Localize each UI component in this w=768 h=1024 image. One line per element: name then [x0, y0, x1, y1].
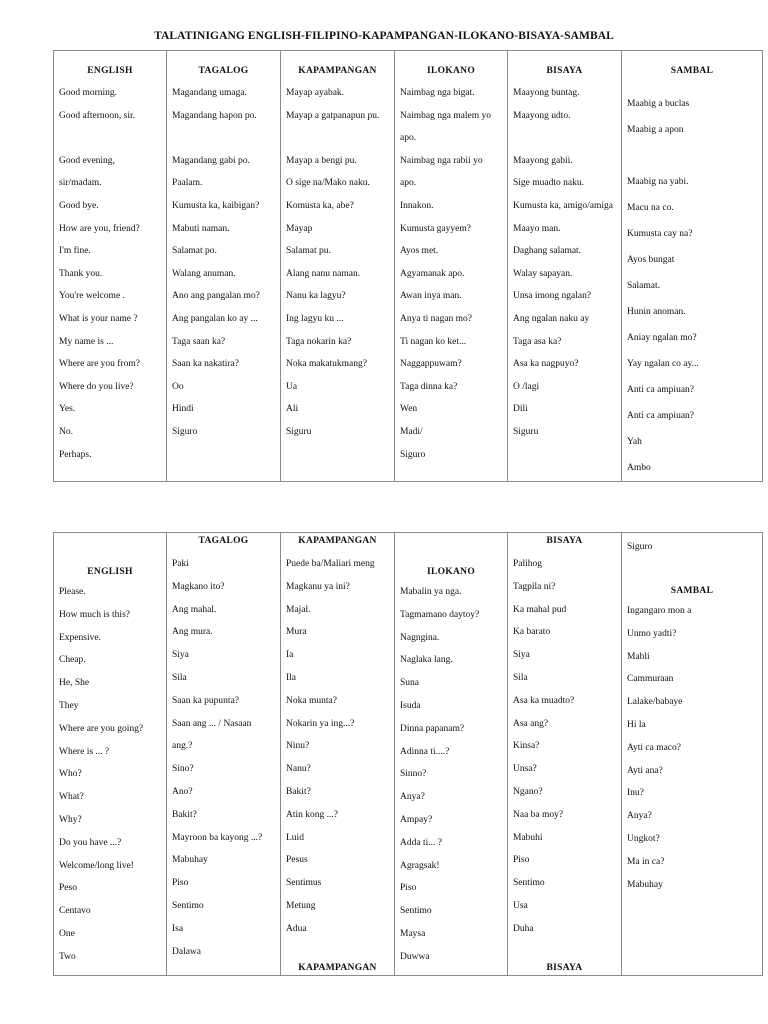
- column-bisaya: [508, 51, 622, 482]
- list-item: Unsa?: [513, 764, 537, 775]
- list-item: Hindi: [172, 404, 194, 415]
- list-item: Atin kong ...?: [286, 809, 338, 820]
- list-item: Suna: [400, 678, 419, 689]
- sambal-list: [627, 91, 762, 481]
- list-item: You're welcome .: [59, 291, 125, 302]
- list-item: Noka munta?: [286, 695, 337, 706]
- list-item: Taga nokarin ka?: [286, 336, 352, 347]
- tagalog-list-2: [172, 553, 280, 963]
- list-item: Good evening,: [59, 155, 115, 166]
- list-item: Palihog: [513, 559, 543, 569]
- list-item: Taga asa ka?: [513, 336, 562, 347]
- list-item: Two: [59, 951, 76, 962]
- list-item: Paki: [172, 559, 189, 569]
- list-item: O /lagi: [513, 381, 540, 392]
- column-footer-kapampangan: KAPAMPANGAN: [298, 963, 377, 973]
- list-item: Asa ka nagpuyo?: [513, 359, 579, 370]
- list-item: Agyamanak apo.: [400, 268, 465, 279]
- list-item: Cheap.: [59, 655, 86, 666]
- list-item: Ninu?: [286, 741, 310, 752]
- list-item: Yay ngalan co ay...: [627, 359, 699, 369]
- vocabulary-table-2: [53, 532, 763, 976]
- list-item: Where are you from?: [59, 359, 140, 370]
- column-sambal: [622, 51, 763, 482]
- page-title: TALATINIGANG ENGLISH-FILIPINO-KAPAMPANGAN-ILOKANO-BISAYA-SAMBAL: [154, 30, 614, 42]
- list-item: apo.: [400, 178, 417, 189]
- list-item: Inu?: [627, 788, 644, 799]
- list-item: Kumusta ka, kaibigan?: [172, 200, 260, 211]
- list-item: Adda ti... ?: [400, 837, 442, 848]
- list-item: Naglaka lang.: [400, 655, 453, 666]
- english-list-2: [59, 581, 166, 969]
- column-english: [54, 51, 167, 482]
- list-item: Dinna papanam?: [400, 723, 465, 734]
- list-item: Who?: [59, 769, 82, 780]
- column-sambal-2: [622, 533, 763, 976]
- list-item: [59, 127, 166, 150]
- list-item: Why?: [59, 814, 82, 825]
- list-item: Cammuraan: [627, 674, 674, 685]
- list-item: Awan inya man.: [400, 291, 462, 302]
- list-item: He, She: [59, 678, 90, 689]
- list-item: Hi la: [627, 719, 646, 730]
- list-item: Magandang hapon po.: [172, 110, 257, 121]
- list-item: Mayap ayabak.: [286, 88, 345, 98]
- list-item: What is your name ?: [59, 313, 138, 324]
- list-item: Ua: [286, 381, 298, 392]
- list-item: Magandang gabi po.: [172, 155, 250, 166]
- bisaya-list: [513, 82, 621, 444]
- list-item: Mayap a bengi pu.: [286, 155, 357, 166]
- list-item: Agragsak!: [400, 860, 440, 871]
- column-footer-bisaya: BISAYA: [546, 963, 583, 973]
- list-item: How much is this?: [59, 609, 130, 620]
- column-header-tagalog-2: TAGALOG: [198, 536, 249, 546]
- list-item: Magkanu ya ini?: [286, 581, 350, 592]
- list-item: Ka barato: [513, 627, 551, 638]
- list-item: Ang mahal.: [172, 604, 217, 615]
- list-item: Siguro: [400, 449, 426, 460]
- sambal-list-2: [627, 600, 762, 896]
- list-item: Do you have ...?: [59, 837, 122, 848]
- list-item: Maysa: [400, 928, 426, 939]
- list-item: Mayap a gatpanapun pu.: [286, 110, 380, 121]
- column-bisaya-2: [508, 533, 622, 976]
- list-item: Madi/: [400, 426, 423, 437]
- list-item: Ing lagyu ku ...: [286, 313, 344, 324]
- list-item: Ayos met.: [400, 246, 439, 257]
- list-item: [513, 127, 621, 150]
- list-item: Puede ba/Maliari meng: [286, 559, 375, 569]
- list-item: Welcome/long live!: [59, 860, 134, 871]
- list-item: Mabli: [627, 651, 650, 662]
- list-item: Hunin anoman.: [627, 307, 686, 317]
- column-header-english: ENGLISH: [87, 66, 133, 76]
- list-item: Ayos bungat: [627, 255, 675, 265]
- list-item: Ingangaro mon a: [627, 606, 692, 616]
- column-header-sambal-2: SAMBAL: [670, 586, 714, 596]
- list-item: Siya: [513, 650, 530, 661]
- list-item: Walang anuman.: [172, 268, 236, 279]
- list-item: Taga dinna ka?: [400, 381, 458, 392]
- list-item: Centavo: [59, 906, 91, 917]
- list-item: Good morning.: [59, 88, 118, 98]
- list-item: Noka makatukmang?: [286, 359, 367, 370]
- list-item: Mabuti naman.: [172, 223, 230, 234]
- column-header-english-2: ENGLISH: [87, 567, 133, 577]
- column-english-2: [54, 533, 167, 976]
- list-item: Ti nagan ko ket...: [400, 336, 467, 347]
- list-item: Ayti ana?: [627, 765, 663, 776]
- column-ilokano-2: [395, 533, 508, 976]
- list-item: Ayti ca maco?: [627, 742, 681, 753]
- sambal-top-word: Siguro: [627, 542, 653, 552]
- list-item: Siya: [172, 650, 189, 661]
- list-item: Ampay?: [400, 814, 433, 825]
- ilokano-list: [400, 82, 507, 466]
- list-item: Siguru: [513, 426, 539, 437]
- list-item: Tagpila ni?: [513, 581, 556, 592]
- list-item: Mayroon ba kayong ...?: [172, 832, 263, 843]
- list-item: Thank you.: [59, 268, 103, 279]
- list-item: Anya ti nagan mo?: [400, 313, 473, 324]
- list-item: Walay sapayan.: [513, 268, 573, 279]
- list-item: Magandang umaga.: [172, 88, 247, 98]
- list-item: Maayong udto.: [513, 110, 571, 121]
- list-item: Dalawa: [172, 946, 202, 957]
- list-item: Aniay ngalan mo?: [627, 333, 697, 343]
- list-item: Saan ka pupunta?: [172, 695, 240, 706]
- ilokano-list-2: [400, 581, 507, 969]
- list-item: Metung: [286, 900, 316, 911]
- list-item: Nagngina.: [400, 632, 440, 643]
- list-item: Piso: [513, 855, 530, 866]
- list-item: Anti ca ampiuan?: [627, 411, 695, 421]
- list-item: Siguru: [286, 426, 312, 437]
- list-item: Kinsa?: [513, 741, 540, 752]
- column-header-kapampangan-2: KAPAMPANGAN: [298, 536, 377, 546]
- list-item: Wen: [400, 404, 418, 415]
- list-item: Sinno?: [400, 769, 427, 780]
- list-item: Maabig a apon: [627, 125, 684, 135]
- list-item: Ano ang pangalan mo?: [172, 291, 260, 302]
- list-item: Alang nanu naman.: [286, 268, 361, 279]
- english-list: [59, 82, 166, 466]
- list-item: Ano?: [172, 786, 193, 797]
- list-item: Ambo: [627, 463, 651, 473]
- list-item: Majal.: [286, 604, 311, 615]
- list-item: Pesus: [286, 855, 308, 866]
- list-item: Luid: [286, 832, 304, 843]
- list-item: Sila: [513, 672, 528, 683]
- kapampangan-list: [286, 82, 394, 444]
- list-item: How are you, friend?: [59, 223, 140, 234]
- list-item: Mabuhi: [513, 832, 543, 843]
- list-item: Salamat.: [627, 281, 660, 291]
- list-item: Adua: [286, 923, 307, 934]
- column-tagalog: [167, 51, 281, 482]
- list-item: Naggappuwam?: [400, 359, 462, 370]
- list-item: Naimbag nga rabii yo: [400, 155, 483, 166]
- list-item: Naimbag nga bigat.: [400, 88, 475, 98]
- list-item: Siguro: [172, 426, 198, 437]
- list-item: Piso: [172, 878, 189, 889]
- list-item: Where do you live?: [59, 381, 134, 392]
- list-item: Naa ba moy?: [513, 809, 564, 820]
- list-item: Komusta ka, abe?: [286, 200, 354, 211]
- list-item: Nanu ka lagyu?: [286, 291, 346, 302]
- list-item: Isa: [172, 923, 184, 934]
- column-header-ilokano-2: ILOKANO: [426, 567, 476, 577]
- list-item: Kumusta ka, amigo/amiga: [513, 200, 613, 211]
- list-item: Good afternoon, sir.: [59, 110, 135, 121]
- list-item: Taga saan ka?: [172, 336, 226, 347]
- list-item: Daghang salamat.: [513, 246, 582, 257]
- list-item: Nanu?: [286, 764, 311, 775]
- column-header-kapampangan: KAPAMPANGAN: [298, 66, 377, 76]
- list-item: Lalake/babaye: [627, 697, 683, 708]
- list-item: Ang pangalan ko ay ...: [172, 313, 258, 324]
- list-item: Perhaps.: [59, 449, 92, 460]
- list-item: What?: [59, 792, 84, 803]
- list-item: Duha: [513, 923, 534, 934]
- list-item: Unsa imong ngalan?: [513, 291, 592, 302]
- list-item: Piso: [400, 883, 417, 894]
- list-item: O sige na/Mako naku.: [286, 178, 370, 189]
- list-item: Ma in ca?: [627, 856, 665, 867]
- list-item: Mabuhay: [172, 855, 208, 866]
- list-item: Unmo yadti?: [627, 628, 677, 639]
- list-item: Adinna ti....?: [400, 746, 450, 757]
- column-header-bisaya-2: BISAYA: [546, 536, 583, 546]
- list-item: Sila: [172, 672, 187, 683]
- list-item: Ka mahal pud: [513, 604, 567, 615]
- list-item: Anti ca ampiuan?: [627, 385, 695, 395]
- column-header-bisaya: BISAYA: [546, 66, 583, 76]
- list-item: Paalam.: [172, 178, 203, 189]
- list-item: Maabig na yabi.: [627, 177, 689, 187]
- list-item: Where is ... ?: [59, 746, 110, 757]
- list-item: Ali: [286, 404, 299, 415]
- list-item: Salamat pu.: [286, 246, 331, 257]
- list-item: Asa ka muadto?: [513, 695, 575, 706]
- list-item: Ungkot?: [627, 833, 660, 844]
- list-item: They: [59, 700, 79, 711]
- list-item: Sino?: [172, 764, 194, 775]
- list-item: Kumusta cay na?: [627, 229, 693, 239]
- list-item: Yah: [627, 437, 642, 447]
- list-item: Oo: [172, 381, 184, 392]
- list-item: Mayap: [286, 223, 313, 234]
- list-item: Saan ka nakatira?: [172, 359, 239, 370]
- list-item: [172, 127, 280, 150]
- list-item: Salamat po.: [172, 246, 217, 257]
- list-item: Sentimo: [400, 906, 432, 917]
- list-item: Innakon.: [400, 200, 434, 211]
- list-item: Nokarin ya ing...?: [286, 718, 355, 729]
- kapampangan-list-2: [286, 553, 394, 941]
- list-item: No.: [59, 426, 73, 437]
- column-header-tagalog: TAGALOG: [198, 66, 249, 76]
- tagalog-list: [172, 82, 280, 444]
- list-item: Isuda: [400, 700, 421, 711]
- list-item: sir/madam.: [59, 178, 102, 189]
- list-item: Maayong buntag.: [513, 88, 580, 98]
- list-item: Maabig a buclas: [627, 99, 690, 109]
- column-header-ilokano: ILOKANO: [426, 66, 476, 76]
- list-item: Peso: [59, 883, 77, 894]
- list-item: Kumusta gayyem?: [400, 223, 471, 234]
- list-item: Sentimo: [172, 900, 204, 911]
- column-kapampangan-2: [281, 533, 395, 976]
- list-item: Expensive.: [59, 632, 101, 643]
- list-item: Ngano?: [513, 786, 543, 797]
- list-item: Asa ang?: [513, 718, 549, 729]
- bisaya-list-2: [513, 553, 621, 941]
- list-item: Saan ang ... / Nasaan: [172, 718, 252, 729]
- list-item: Bakit?: [172, 809, 197, 820]
- list-item: ang.?: [172, 741, 193, 752]
- list-item: Please.: [59, 587, 86, 597]
- list-item: Maayong gabii.: [513, 155, 573, 166]
- list-item: Ia: [286, 650, 294, 661]
- list-item: Magkano ito?: [172, 581, 225, 592]
- list-item: Where are you going?: [59, 723, 144, 734]
- column-ilokano: [395, 51, 508, 482]
- list-item: Duwwa: [400, 951, 430, 962]
- column-header-sambal: SAMBAL: [670, 66, 714, 76]
- list-item: Good bye.: [59, 200, 99, 211]
- column-kapampangan: [281, 51, 395, 482]
- list-item: apo.: [400, 133, 417, 144]
- list-item: Ila: [286, 672, 297, 683]
- list-item: Naimbag nga malem yo: [400, 110, 492, 121]
- list-item: Ang mura.: [172, 627, 213, 638]
- list-item: Usa: [513, 900, 528, 911]
- list-item: Mura: [286, 627, 307, 638]
- list-item: Anya?: [400, 792, 425, 803]
- list-item: Tagmamano daytoy?: [400, 609, 480, 620]
- list-item: Dili: [513, 404, 528, 415]
- list-item: One: [59, 928, 75, 939]
- list-item: Anya?: [627, 811, 652, 822]
- list-item: Sentimo: [513, 878, 545, 889]
- list-item: Maayo man.: [513, 223, 561, 234]
- list-item: [286, 127, 394, 150]
- list-item: Sentimus: [286, 878, 322, 889]
- list-item: Yes.: [59, 404, 76, 415]
- list-item: My name is ...: [59, 336, 114, 347]
- list-item: [627, 143, 762, 169]
- list-item: Mabalin ya nga.: [400, 587, 462, 597]
- list-item: Mabuhay: [627, 879, 663, 890]
- list-item: Ang ngalan naku ay: [513, 313, 590, 324]
- column-tagalog-2: [167, 533, 281, 976]
- list-item: Bakit?: [286, 786, 311, 797]
- list-item: I'm fine.: [59, 246, 91, 257]
- list-item: Sige muadto naku.: [513, 178, 584, 189]
- vocabulary-table-1: [53, 50, 763, 482]
- list-item: Macu na co.: [627, 203, 674, 213]
